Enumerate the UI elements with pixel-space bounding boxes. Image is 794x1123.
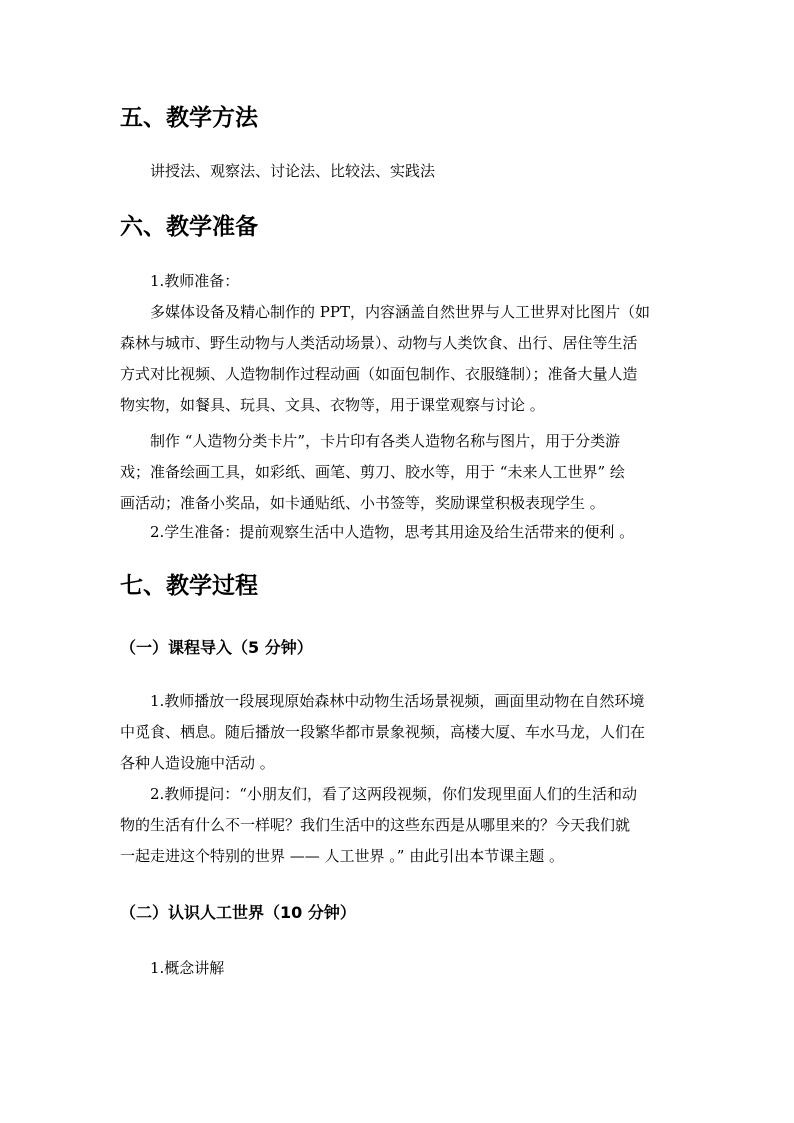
paragraph-line: 一起走进这个特别的世界 —— 人工世界 。” 由此引出本节课主题 。 <box>120 847 565 865</box>
intro-paragraph-2 <box>120 779 680 872</box>
paragraph-line: 制作 “人造物分类卡片”，卡片印有各类人造物名称与图片，用于分类游 <box>150 432 621 450</box>
teacher-prep-paragraph-1 <box>120 297 680 421</box>
subsection-understand-title: （二）认识人工世界（10 分钟） <box>120 903 356 922</box>
paragraph-line: 戏；准备绘画工具，如彩纸、画笔、剪刀、胶水等，用于 “未来人工世界” 绘 <box>120 463 625 481</box>
concept-item: 1.概念讲解 <box>150 959 225 977</box>
paragraph-line: 2.教师提问：“小朋友们，看了这两段视频，你们发现里面人们的生活和动 <box>150 785 637 803</box>
paragraph-line: 中觅食、栖息。随后播放一段繁华都市景象视频，高楼大厦、车水马龙，人们在 <box>120 723 646 741</box>
section5-title: 五、教学方法 <box>120 105 258 131</box>
student-prep: 2.学生准备：提前观察生活中人造物，思考其用途及给生活带来的便利 。 <box>150 523 635 541</box>
paragraph-line: 多媒体设备及精心制作的 PPT，内容涵盖自然世界与人工世界对比图片（如 <box>150 303 650 321</box>
paragraph-line: 1.教师播放一段展现原始森林中动物生活场景视频，画面里动物在自然环境 <box>150 692 645 710</box>
teacher-prep-label: 1.教师准备： <box>150 272 240 290</box>
paragraph-line: 森林与城市、野生动物与人类活动场景）、动物与人类饮食、出行、居住等生活 <box>120 334 638 352</box>
section5-methods <box>120 156 680 187</box>
student-prep-block <box>120 517 680 548</box>
subsection-intro-title: （一）课程导入（5 分钟） <box>120 638 313 657</box>
teacher-prep-paragraph-2 <box>120 426 680 519</box>
paragraph-line: 物实物，如餐具、玩具、文具、衣物等，用于课堂观察与讨论 。 <box>120 396 545 414</box>
paragraph-line: 方式对比视频、人造物制作过程动画（如面包制作、衣服缝制）；准备大量人造 <box>120 365 638 383</box>
section6-title: 六、教学准备 <box>120 214 258 240</box>
section7-title: 七、教学过程 <box>120 573 258 599</box>
teacher-prep-label-block <box>120 266 680 297</box>
intro-paragraph-1 <box>120 686 680 779</box>
paragraph-line: 物的生活有什么不一样呢？我们生活中的这些东西是从哪里来的？今天我们就 <box>120 816 631 834</box>
methods-line: 讲授法、观察法、讨论法、比较法、实践法 <box>150 162 436 180</box>
concept-item-block <box>120 953 680 984</box>
paragraph-line: 画活动；准备小奖品，如卡通贴纸、小书签等，奖励课堂积极表现学生 。 <box>120 494 605 512</box>
paragraph-line: 各种人造设施中活动 。 <box>120 754 275 772</box>
